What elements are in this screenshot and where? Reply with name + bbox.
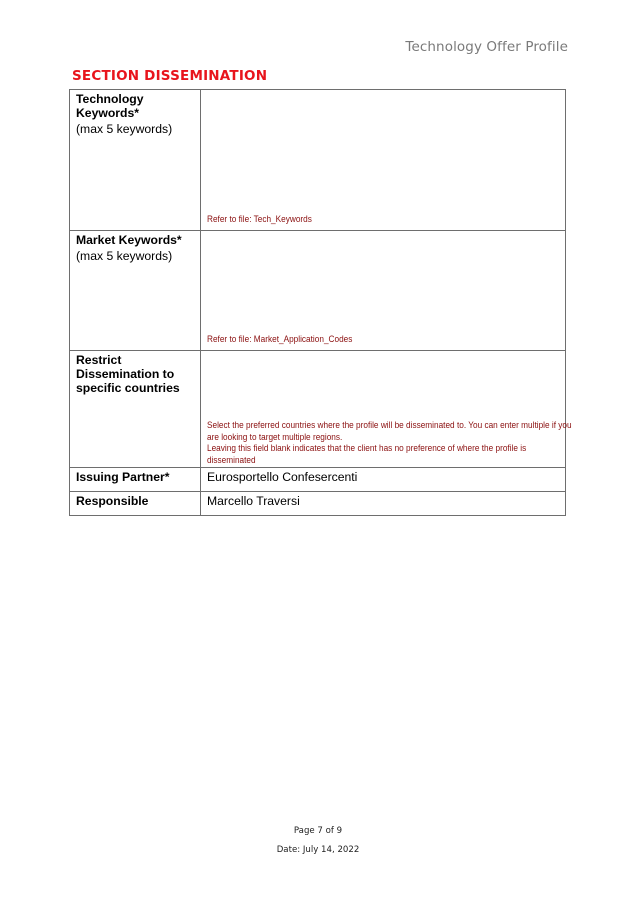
page-number: Page 7 of 9	[293, 826, 343, 836]
label-cell	[70, 90, 201, 231]
field-hint: Refer to file: Tech_Keywords	[207, 213, 312, 225]
label-cell	[70, 351, 201, 468]
field-hint: Leaving this field blank indicates that the client has no preference of where the profile is disseminated	[207, 443, 527, 466]
field-sublabel: (max 5 keywords)	[76, 249, 173, 263]
field-label: Restrict Dissemination to specific countries	[76, 353, 180, 395]
field-value: Marcello Traversi	[207, 494, 300, 508]
restrict-countries-field[interactable]	[201, 351, 572, 468]
responsible-field[interactable]	[201, 492, 566, 516]
issuing-partner-field[interactable]	[201, 468, 566, 492]
field-hint: Refer to file: Market_Application_Codes	[207, 333, 353, 345]
table-row-restrict-dissemination	[70, 351, 566, 468]
section-title: SECTION DISSEMINATION	[72, 68, 268, 84]
table-row-issuing-partner	[70, 468, 566, 492]
field-hint: Select the preferred countries where the profile will be disseminated to. You can enter multiple if you are looking to target multiple regions.	[207, 420, 572, 443]
market-keywords-field[interactable]	[201, 231, 566, 351]
document-date: Date: July 14, 2022	[276, 845, 360, 855]
label-cell	[70, 231, 201, 351]
table-row-technology-keywords	[70, 90, 566, 231]
dissemination-table	[69, 89, 572, 516]
table-row-responsible	[70, 492, 566, 516]
field-label: Responsible	[76, 494, 149, 508]
field-label: Technology Keywords*	[76, 92, 144, 120]
field-hint-group	[207, 420, 632, 466]
label-cell	[70, 468, 201, 492]
label-cell	[70, 492, 201, 516]
field-label: Issuing Partner*	[76, 470, 170, 484]
field-label: Market Keywords*	[76, 233, 182, 247]
field-value: Eurosportello Confesercenti	[207, 470, 358, 484]
field-sublabel: (max 5 keywords)	[76, 122, 173, 136]
technology-keywords-field[interactable]	[201, 90, 566, 231]
document-header-title: Technology Offer Profile	[405, 39, 568, 55]
table-row-market-keywords	[70, 231, 566, 351]
